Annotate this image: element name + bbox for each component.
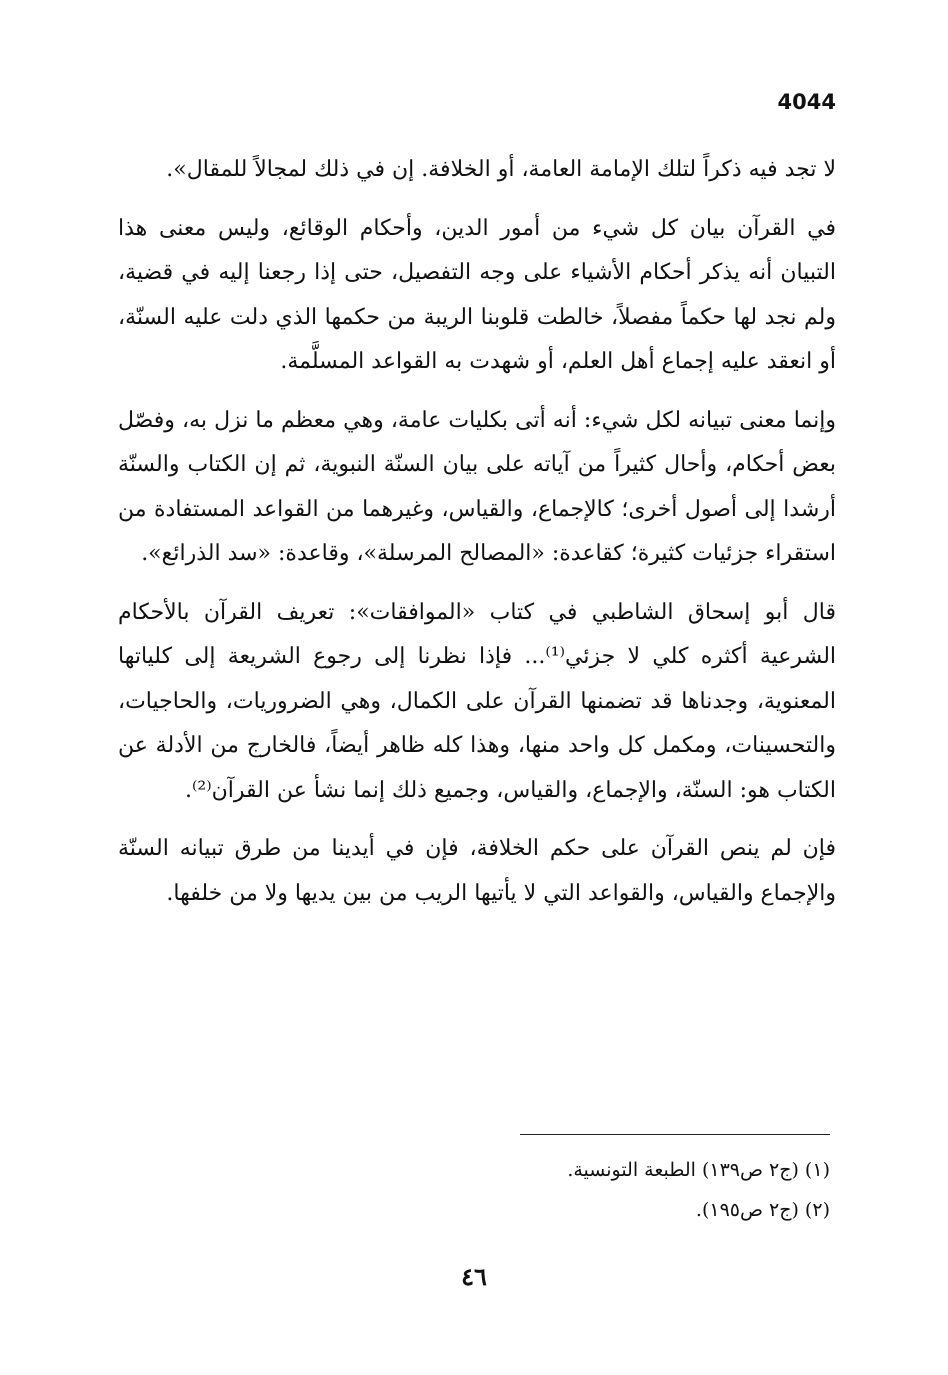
footnote-2: (٢) (ج٢ ص١٩٥). <box>695 1199 830 1221</box>
paragraph-1: لا تجد فيه ذكراً لتلك الإمامة العامة، أو الخلافة. إن في ذلك لمجالاً للمقال». <box>166 157 836 182</box>
paragraph-5: فإن لم ينص القرآن على حكم الخلافة، فإن في أيدينا من طرق تبيانه السنّة والإجماع والقياس، والقواعد التي لا يأتيها الريب من بين يديها ولا من خلفها. <box>118 836 836 906</box>
page-id: 4044 <box>777 90 836 114</box>
footnote-divider <box>520 1134 830 1135</box>
footnotes <box>330 1150 830 1230</box>
body-text <box>118 148 836 930</box>
page-number: ٤٦ <box>461 1262 487 1291</box>
footnote-1: (١) (ج٢ ص١٣٩) الطبعة التونسية. <box>567 1159 830 1181</box>
paragraph-2: في القرآن بيان كل شيء من أمور الدين، وأحكام الوقائع، وليس معنى هذا التبيان أنه يذكر أحكام الأشياء على وجه التفصيل، حتى إذا رجعنا إليه في قضية، ولم نجد لها حكماً مفصلاً، خالطت قلوبنا الريبة من حكمها الذي دلت عليه السنّة، أو انعقد عليه إجماع أهل العلم، أو شهدت به القواعد المسلَّمة. <box>118 215 836 374</box>
paragraph-3: وإنما معنى تبيانه لكل شيء: أنه أتى بكليات عامة، وهي معظم ما نزل به، وفصّل بعض أحكام، وأحال كثيراً من آياته على بيان السنّة النبوية، ثم إن الكتاب والسنّة أرشدا إلى أصول أخرى؛ كالإجماع، والقياس، وغيرهما من القواعد المستفادة من استقراء جزئيات كثيرة؛ كقاعدة: «المصالح المرسلة»، وقاعدة: «سد الذرائع». <box>118 407 836 566</box>
paragraph-4: قال أبو إسحاق الشاطبي في كتاب «الموافقات»: تعريف القرآن بالأحكام الشرعية أكثره كلي لا جزئي⁽¹⁾... فإذا نظرنا إلى رجوع الشريعة إلى كلياتها المعنوية، وجدناها قد تضمنها القرآن على الكمال، وهي الضروريات، والحاجيات، والتحسينات، ومكمل كل واحد منها، وهذا كله ظاهر أيضاً، فالخارج من الأدلة عن الكتاب هو: السنّة، والإجماع، والقياس، وجميع ذلك إنما نشأ عن القرآن⁽²⁾. <box>118 599 837 803</box>
